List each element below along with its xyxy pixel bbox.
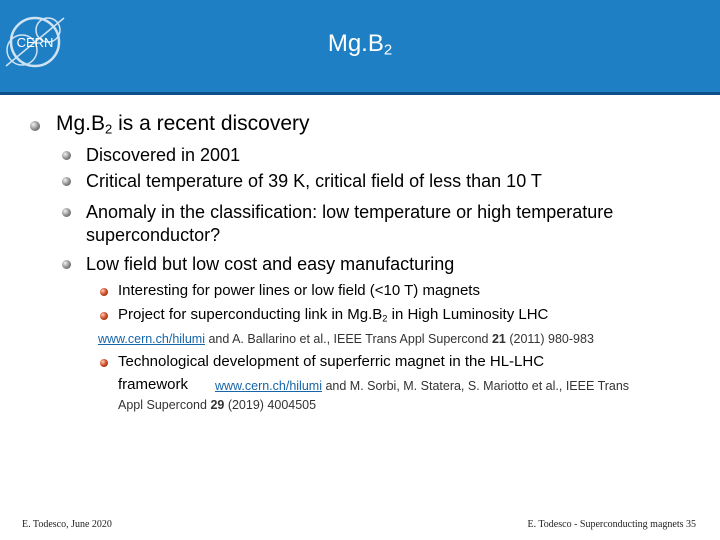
bullet-lowfield: Low field but low cost and easy manufacturing (86, 254, 455, 274)
bullet-icon (100, 359, 108, 367)
bullet-icon (62, 208, 71, 217)
bullet-anomaly-line1: Anomaly in the classification: low temperature or high temperature (86, 202, 614, 222)
header-divider (0, 92, 720, 95)
bullet-icon (62, 177, 71, 186)
footer-left: E. Todesco, June 2020 (22, 519, 112, 530)
reference-2-line2: Appl Supercond 29 (2019) 4004505 (118, 398, 317, 412)
bullet-discovered: Discovered in 2001 (86, 145, 241, 165)
reference-2: www.cern.ch/hilumi and M. Sorbi, M. Statera, S. Mariotto et al., IEEE Trans (215, 379, 630, 393)
bullet-project: Project for superconducting link in $Mg.B_2$ in High Luminosity LHC (118, 306, 549, 324)
main-bullet: $Mg.B_2$ is a recent discovery (56, 112, 310, 137)
bullet-power-lines: Interesting for power lines or low field (<10 T) magnets (118, 282, 480, 299)
bullet-icon (30, 121, 40, 131)
bullet-icon (62, 151, 71, 160)
hilumi-link[interactable]: www.cern.ch/hilumi (98, 332, 205, 346)
bullet-icon (100, 312, 108, 320)
slide-title: $Mg.B_2$ (327, 30, 393, 59)
bullet-techdev-line2: framework (118, 376, 189, 393)
bullet-anomaly-line2: superconductor? (86, 225, 221, 245)
reference-1: www.cern.ch/hilumi and A. Ballarino et al., IEEE Trans Appl Supercond 21 (2011) 980-983 (98, 332, 594, 346)
bullet-icon (62, 260, 71, 269)
footer-right: E. Todesco - Superconducting magnets 35 (527, 519, 696, 530)
svg-text:CERN: CERN (16, 35, 54, 50)
hilumi-link[interactable]: www.cern.ch/hilumi (215, 379, 322, 393)
bullet-techdev-line1: Technological development of superferric magnet in the HL-LHC (118, 353, 545, 370)
bullet-icon (100, 288, 108, 296)
bullet-critical: Critical temperature of 39 K, critical field of less than 10 T (86, 171, 542, 191)
